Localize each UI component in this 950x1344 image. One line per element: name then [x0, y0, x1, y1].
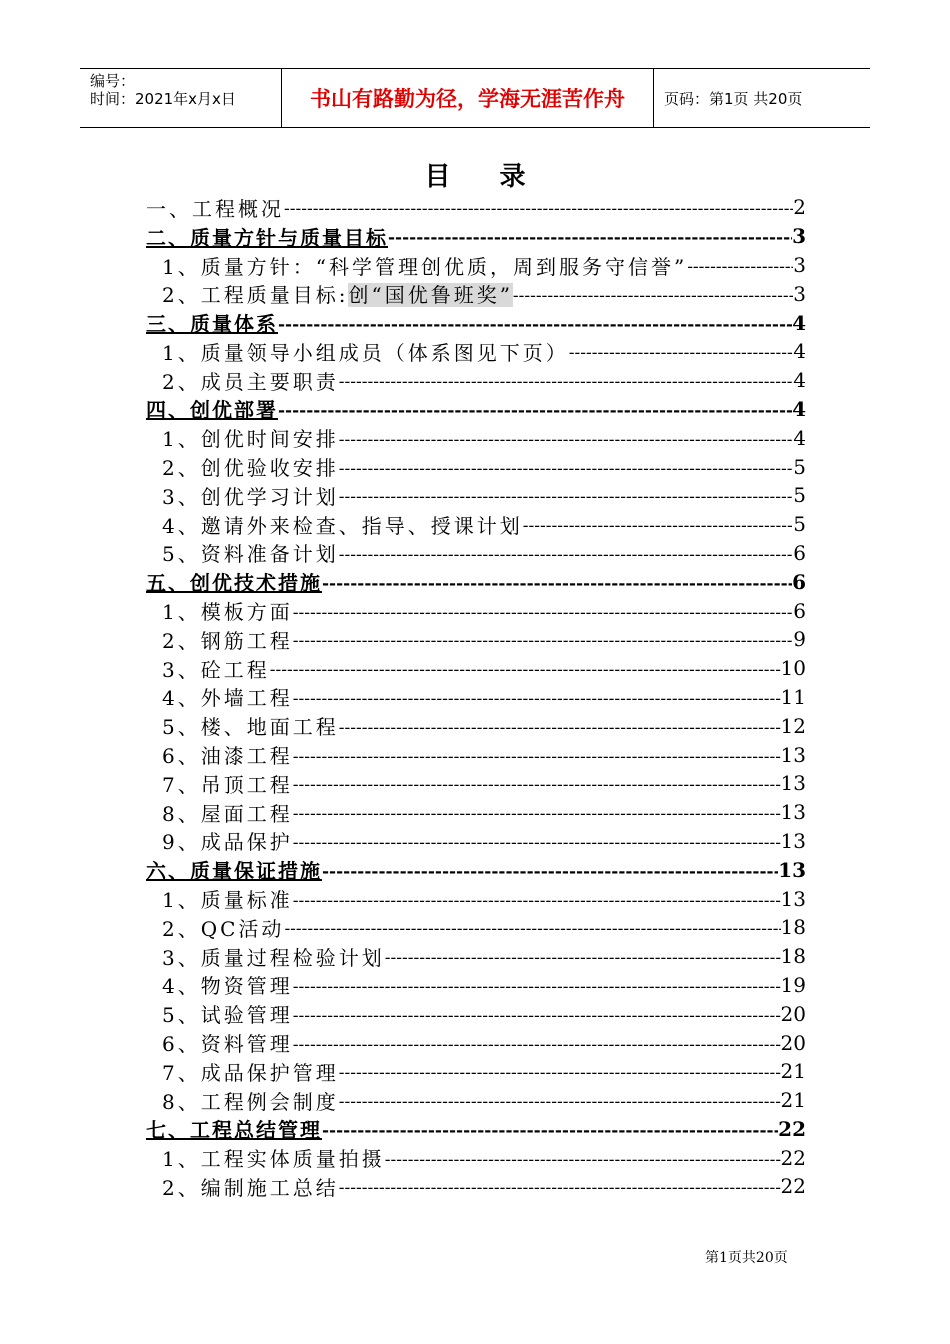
toc-entry[interactable] [146, 567, 806, 596]
toc-dot-leader [339, 455, 794, 479]
toc-entry-text: 2、QC活动 [162, 916, 285, 941]
toc-dot-leader [569, 339, 794, 363]
toc-entry-label [146, 1114, 322, 1143]
toc-entry[interactable] [146, 423, 806, 452]
toc-entry-text: 5、试验管理 [162, 1003, 293, 1028]
toc-entry[interactable] [146, 855, 806, 884]
toc-dot-leader [523, 512, 794, 536]
toc-entry[interactable] [146, 683, 806, 712]
toc-dot-leader [293, 1031, 781, 1055]
toc-entry-text: 一、工程概况 [146, 196, 284, 221]
toc-entry-page: 18 [780, 944, 806, 969]
toc-entry-text: 3、创优学习计划 [162, 484, 339, 509]
toc-entry-page: 11 [780, 684, 806, 709]
toc-entry-label [162, 826, 293, 855]
toc-dot-leader [293, 887, 781, 911]
toc-entry-text: 1、创优时间安排 [162, 427, 339, 452]
toc-dot-leader [513, 282, 793, 306]
toc-entry[interactable] [146, 1057, 806, 1086]
toc-dot-leader [284, 195, 793, 219]
toc-entry[interactable] [146, 740, 806, 769]
toc-entry-page: 21 [780, 1059, 806, 1084]
toc-dot-leader [293, 627, 794, 651]
toc-entry[interactable] [146, 452, 806, 481]
toc-entry-text: 3、砼工程 [162, 657, 270, 682]
toc-entry[interactable] [146, 596, 806, 625]
header-motto: 书山有路勤为径，学海无涯苦作舟 [282, 69, 654, 127]
toc-dot-leader [339, 368, 794, 392]
toc-entry-text: 三、质量体系 [146, 312, 278, 337]
toc-entry-text: 3、质量过程检验计划 [162, 945, 385, 970]
toc-entry-page: 5 [793, 483, 806, 508]
toc-entry-label [162, 625, 293, 654]
toc-entry-page: 22 [780, 1174, 806, 1199]
toc-entry-page: 21 [780, 1088, 806, 1113]
toc-entry-label [162, 1172, 339, 1201]
toc-entry-page: 3 [792, 224, 806, 249]
toc-entry[interactable] [146, 1028, 806, 1057]
toc-entry-page: 13 [778, 857, 806, 882]
toc-entry[interactable] [146, 999, 806, 1028]
toc-entry-label [162, 510, 523, 539]
toc-entry-label [162, 711, 339, 740]
toc-entry-text: 8、屋面工程 [162, 801, 293, 826]
toc-entry[interactable] [146, 366, 806, 395]
header-page-info: 页码：第1页 共20页 [664, 89, 803, 108]
toc-entry-text: 四、创优部署 [146, 398, 278, 423]
toc-entry-page: 2 [793, 195, 806, 220]
toc-entry-label [162, 423, 339, 452]
toc-entry-page: 9 [793, 627, 806, 652]
toc-entry-label [162, 654, 270, 683]
toc-dot-leader [322, 858, 778, 882]
page-header [80, 68, 870, 128]
toc-entry-label [162, 337, 569, 366]
toc-entry-page: 3 [793, 281, 806, 306]
page-footer: 第1页共20页 [705, 1250, 788, 1266]
toc-dot-leader [339, 1088, 781, 1112]
table-of-contents [146, 193, 806, 1201]
toc-entry[interactable] [146, 481, 806, 510]
toc-entry-page: 22 [778, 1116, 806, 1141]
toc-entry-text: 2、钢筋工程 [162, 628, 293, 653]
toc-entry[interactable] [146, 769, 806, 798]
toc-entry-label [162, 942, 385, 971]
header-number-label: 编号： [90, 72, 136, 90]
toc-dot-leader [339, 426, 794, 450]
toc-dot-leader [322, 1117, 778, 1141]
toc-entry[interactable] [146, 1172, 806, 1201]
toc-title: 目 录 [424, 162, 546, 192]
toc-entry-text: 2、编制施工总结 [162, 1176, 339, 1200]
toc-entry-label [146, 193, 284, 222]
toc-entry-label [162, 1028, 293, 1057]
toc-entry[interactable] [146, 222, 806, 251]
toc-entry-page: 4 [793, 368, 806, 393]
toc-entry-text: 6、资料管理 [162, 1032, 293, 1057]
toc-entry-page: 13 [780, 828, 806, 853]
toc-entry-label [162, 279, 513, 308]
toc-entry-label [162, 740, 293, 769]
toc-entry-text: 1、模板方面 [162, 600, 293, 625]
toc-entry[interactable] [146, 395, 806, 424]
toc-dot-leader [293, 973, 781, 997]
toc-entry-label [162, 366, 339, 395]
toc-dot-leader [388, 224, 792, 248]
toc-entry[interactable] [146, 337, 806, 366]
toc-entry-page: 10 [780, 656, 806, 681]
toc-entry-page: 5 [793, 512, 806, 537]
toc-entry-label [146, 308, 278, 337]
toc-entry-page: 18 [780, 915, 806, 940]
toc-dot-leader [293, 771, 781, 795]
toc-entry[interactable] [146, 625, 806, 654]
header-time-label: 时间：2021年x月x日 [90, 90, 236, 108]
toc-entry-text: 1、质量标准 [162, 888, 293, 913]
toc-entry-label [162, 682, 293, 711]
toc-entry-text: 二、质量方针与质量目标 [146, 225, 388, 250]
toc-entry[interactable] [146, 971, 806, 1000]
toc-entry[interactable] [146, 711, 806, 740]
toc-dot-leader [339, 714, 781, 738]
toc-entry[interactable] [146, 1115, 806, 1144]
toc-entry-label [146, 567, 322, 596]
toc-entry-page: 19 [780, 972, 806, 997]
toc-entry-label [162, 538, 339, 567]
toc-entry-page: 4 [792, 396, 806, 421]
toc-entry[interactable] [146, 1086, 806, 1115]
toc-entry[interactable] [146, 884, 806, 913]
toc-entry-text: 1、质量方针：“科学管理创优质，周到服务守信誉” [162, 254, 688, 279]
toc-entry-page: 4 [793, 339, 806, 364]
toc-entry-page: 6 [793, 540, 806, 565]
toc-entry-page: 20 [780, 1001, 806, 1026]
toc-entry-label [162, 481, 339, 510]
toc-entry-label [162, 1057, 339, 1086]
toc-entry[interactable] [146, 279, 806, 308]
toc-entry-text: 2、创优验收安排 [162, 456, 339, 481]
toc-dot-leader [385, 1146, 781, 1170]
toc-entry-label [162, 884, 293, 913]
toc-entry-page: 4 [793, 425, 806, 450]
toc-dot-leader [293, 599, 794, 623]
toc-entry[interactable] [146, 193, 806, 222]
toc-entry[interactable] [146, 510, 806, 539]
toc-dot-leader [278, 311, 792, 335]
toc-entry-page: 6 [793, 598, 806, 623]
toc-entry-text: 七、工程总结管理 [146, 1118, 322, 1143]
toc-entry-label [162, 970, 293, 999]
toc-dot-leader [322, 570, 792, 594]
toc-entry-page: 13 [780, 771, 806, 796]
toc-entry-label [162, 1143, 385, 1172]
toc-entry-text: 1、质量领导小组成员（体系图见下页） [162, 340, 569, 365]
toc-entry-page: 4 [792, 310, 806, 335]
toc-entry[interactable] [146, 827, 806, 856]
toc-entry-label [162, 596, 293, 625]
toc-entry-text: 5、资料准备计划 [162, 542, 339, 567]
toc-entry-label [162, 913, 284, 942]
toc-entry-label [146, 855, 322, 884]
toc-entry[interactable] [146, 539, 806, 568]
toc-entry-page: 12 [780, 713, 806, 738]
toc-dot-leader [339, 541, 794, 565]
toc-entry-page: 22 [780, 1145, 806, 1170]
toc-dot-leader [284, 915, 780, 939]
toc-entry-page: 20 [780, 1030, 806, 1055]
toc-entry-label [162, 1086, 339, 1115]
toc-entry-text: 4、物资管理 [162, 974, 293, 999]
toc-entry[interactable] [146, 308, 806, 337]
toc-entry-text: 5、楼、地面工程 [162, 715, 339, 740]
toc-entry[interactable] [146, 798, 806, 827]
toc-entry[interactable] [146, 654, 806, 683]
toc-entry-page: 13 [780, 800, 806, 825]
toc-dot-leader [687, 253, 793, 277]
toc-entry[interactable] [146, 942, 806, 971]
toc-entry-text: 2、工程质量目标: [162, 283, 349, 308]
toc-entry-text: 8、工程例会制度 [162, 1089, 339, 1114]
toc-dot-leader [293, 1002, 781, 1026]
toc-entry-page: 13 [780, 886, 806, 911]
header-meta [80, 69, 282, 127]
toc-entry-text: 6、油漆工程 [162, 744, 293, 769]
toc-entry-page: 6 [792, 569, 806, 594]
toc-dot-leader [339, 1174, 781, 1198]
toc-dot-leader [339, 483, 794, 507]
toc-entry-text: 2、成员主要职责 [162, 369, 339, 394]
toc-dot-leader [278, 397, 792, 421]
toc-entry-label [162, 999, 293, 1028]
toc-entry-label [162, 769, 293, 798]
toc-entry-page: 3 [793, 252, 806, 277]
toc-entry-text: 7、成品保护管理 [162, 1060, 339, 1085]
toc-entry-label [146, 394, 278, 423]
toc-entry-text: 五、创优技术措施 [146, 571, 322, 596]
toc-dot-leader [339, 1059, 781, 1083]
toc-dot-leader [270, 656, 781, 680]
toc-entry[interactable] [146, 913, 806, 942]
toc-dot-leader [385, 944, 781, 968]
toc-entry[interactable] [146, 251, 806, 280]
toc-entry-label [162, 798, 293, 827]
toc-entry-highlight: 创“国优鲁班奖” [348, 283, 513, 308]
toc-dot-leader [293, 685, 781, 709]
toc-dot-leader [293, 800, 781, 824]
toc-entry-text: 六、质量保证措施 [146, 859, 322, 884]
toc-entry-page: 5 [793, 454, 806, 479]
toc-entry-text: 1、工程实体质量拍摄 [162, 1147, 385, 1172]
toc-entry-label [162, 452, 339, 481]
toc-entry-label [146, 222, 388, 251]
toc-entry-text: 4、外墙工程 [162, 686, 293, 711]
toc-dot-leader [293, 829, 781, 853]
toc-entry[interactable] [146, 1143, 806, 1172]
toc-entry-label [162, 251, 687, 280]
toc-entry-text: 7、吊顶工程 [162, 772, 293, 797]
toc-dot-leader [293, 743, 781, 767]
toc-entry-page: 13 [780, 742, 806, 767]
toc-entry-text: 4、邀请外来检查、指导、授课计划 [162, 513, 523, 538]
toc-entry-text: 9、成品保护 [162, 830, 293, 855]
